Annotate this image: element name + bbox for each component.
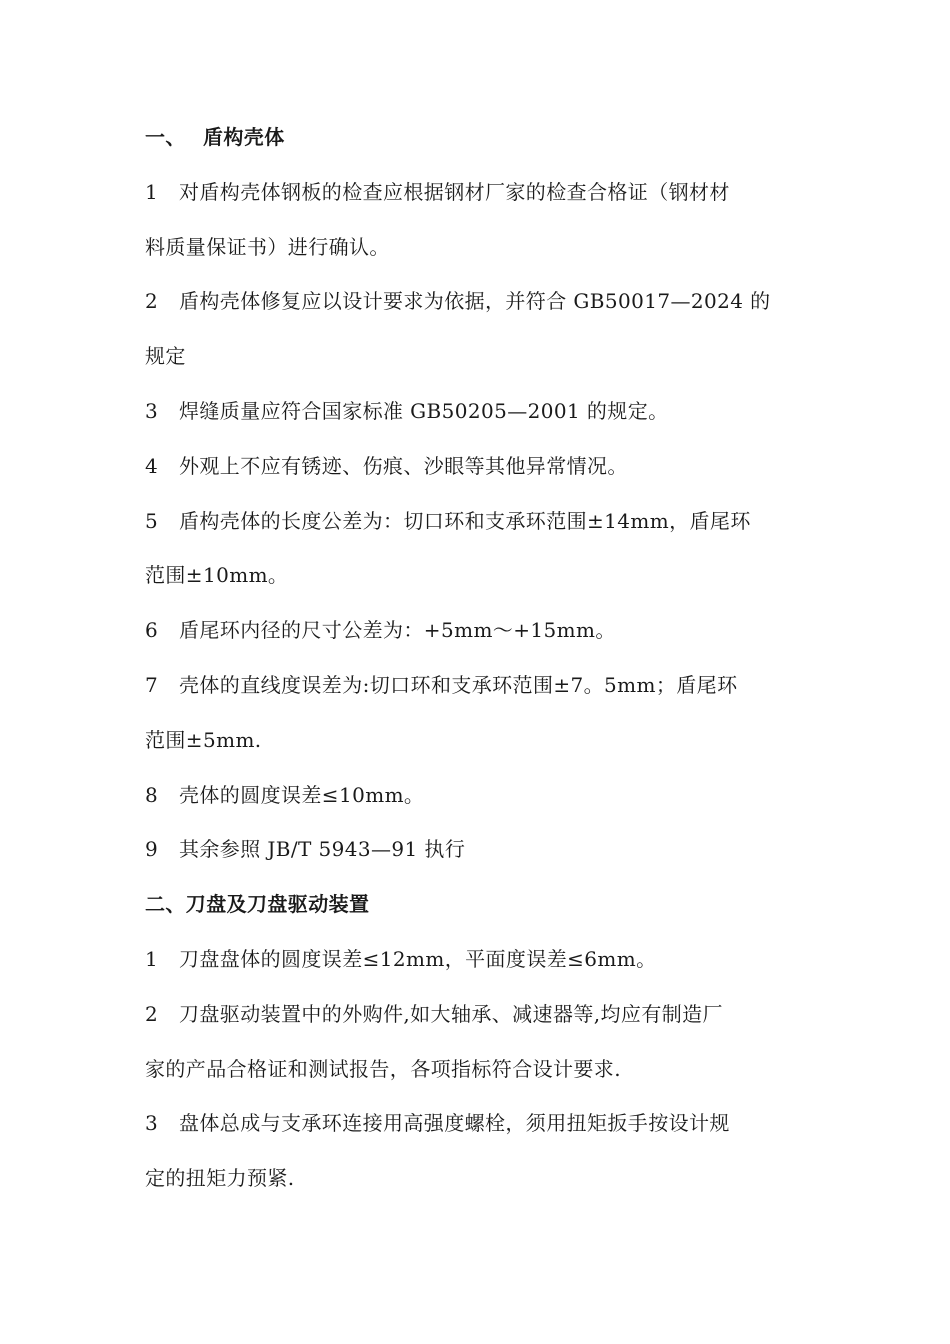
item-number: 4 xyxy=(145,453,159,478)
section-title: 盾构壳体 xyxy=(203,125,285,149)
document-body xyxy=(145,110,810,1206)
item-number: 2 xyxy=(145,289,159,314)
list-item-line xyxy=(145,384,810,439)
list-item-line xyxy=(145,987,810,1042)
list-item-line xyxy=(145,658,810,713)
item-text: 盾尾环内径的尺寸公差为：+5mm～+15mm。 xyxy=(179,618,616,643)
section-heading-2: 二、刀盘及刀盘驱动装置 xyxy=(145,892,370,917)
list-item-line xyxy=(145,1042,810,1097)
list-item-line xyxy=(145,1096,810,1151)
list-item-line xyxy=(145,768,810,823)
section-number: 一、 xyxy=(145,125,186,149)
item-text: 壳体的直线度误差为:切口环和支承环范围±7。5mm；盾尾环 xyxy=(179,672,738,697)
item-text: 规定 xyxy=(145,344,186,369)
item-number: 2 xyxy=(145,1001,159,1026)
item-text: 定的扭矩力预紧. xyxy=(145,1166,295,1191)
item-number: 5 xyxy=(145,508,159,533)
item-text: 盾构壳体的长度公差为：切口环和支承环范围±14mm，盾尾环 xyxy=(179,508,751,533)
item-text: 焊缝质量应符合国家标准 GB50205—2001 的规定。 xyxy=(179,398,669,423)
item-text: 其余参照 JB/T 5943—91 执行 xyxy=(179,837,466,862)
list-item-line xyxy=(145,932,810,987)
item-text: 盘体总成与支承环连接用高强度螺栓，须用扭矩扳手按设计规 xyxy=(179,1111,730,1136)
list-item-line xyxy=(145,603,810,658)
item-number: 1 xyxy=(145,946,159,971)
item-text: 范围±5mm. xyxy=(145,727,262,752)
list-item-line xyxy=(145,165,810,220)
item-text: 对盾构壳体钢板的检查应根据钢材厂家的检查合格证（钢材材 xyxy=(179,179,730,204)
item-number: 1 xyxy=(145,179,159,204)
item-text: 家的产品合格证和测试报告，各项指标符合设计要求. xyxy=(145,1056,621,1081)
item-number: 3 xyxy=(145,1111,159,1136)
list-item-line xyxy=(145,713,810,768)
item-text: 料质量保证书）进行确认。 xyxy=(145,234,390,259)
list-item-line xyxy=(145,439,810,494)
section-1-items xyxy=(145,165,810,877)
item-text: 刀盘盘体的圆度误差≤12mm，平面度误差≤6mm。 xyxy=(179,946,657,971)
list-item-line xyxy=(145,220,810,275)
item-text: 壳体的圆度误差≤10mm。 xyxy=(179,782,425,807)
item-number: 6 xyxy=(145,618,159,643)
list-item-line xyxy=(145,1151,810,1206)
section-heading-1 xyxy=(145,110,810,165)
item-number: 3 xyxy=(145,398,159,423)
item-number: 7 xyxy=(145,672,159,697)
item-text: 刀盘驱动装置中的外购件,如大轴承、减速器等,均应有制造厂 xyxy=(179,1001,723,1026)
section-2-items xyxy=(145,932,810,1206)
list-item-line xyxy=(145,274,810,329)
list-item-line xyxy=(145,548,810,603)
list-item-line xyxy=(145,329,810,384)
list-item-line xyxy=(145,822,810,877)
list-item-line xyxy=(145,494,810,549)
item-text: 盾构壳体修复应以设计要求为依据，并符合 GB50017—2024 的 xyxy=(179,289,771,314)
item-text: 范围±10mm。 xyxy=(145,563,289,588)
item-number: 8 xyxy=(145,782,159,807)
item-text: 外观上不应有锈迹、伤痕、沙眼等其他异常情况。 xyxy=(179,453,628,478)
item-number: 9 xyxy=(145,837,159,862)
